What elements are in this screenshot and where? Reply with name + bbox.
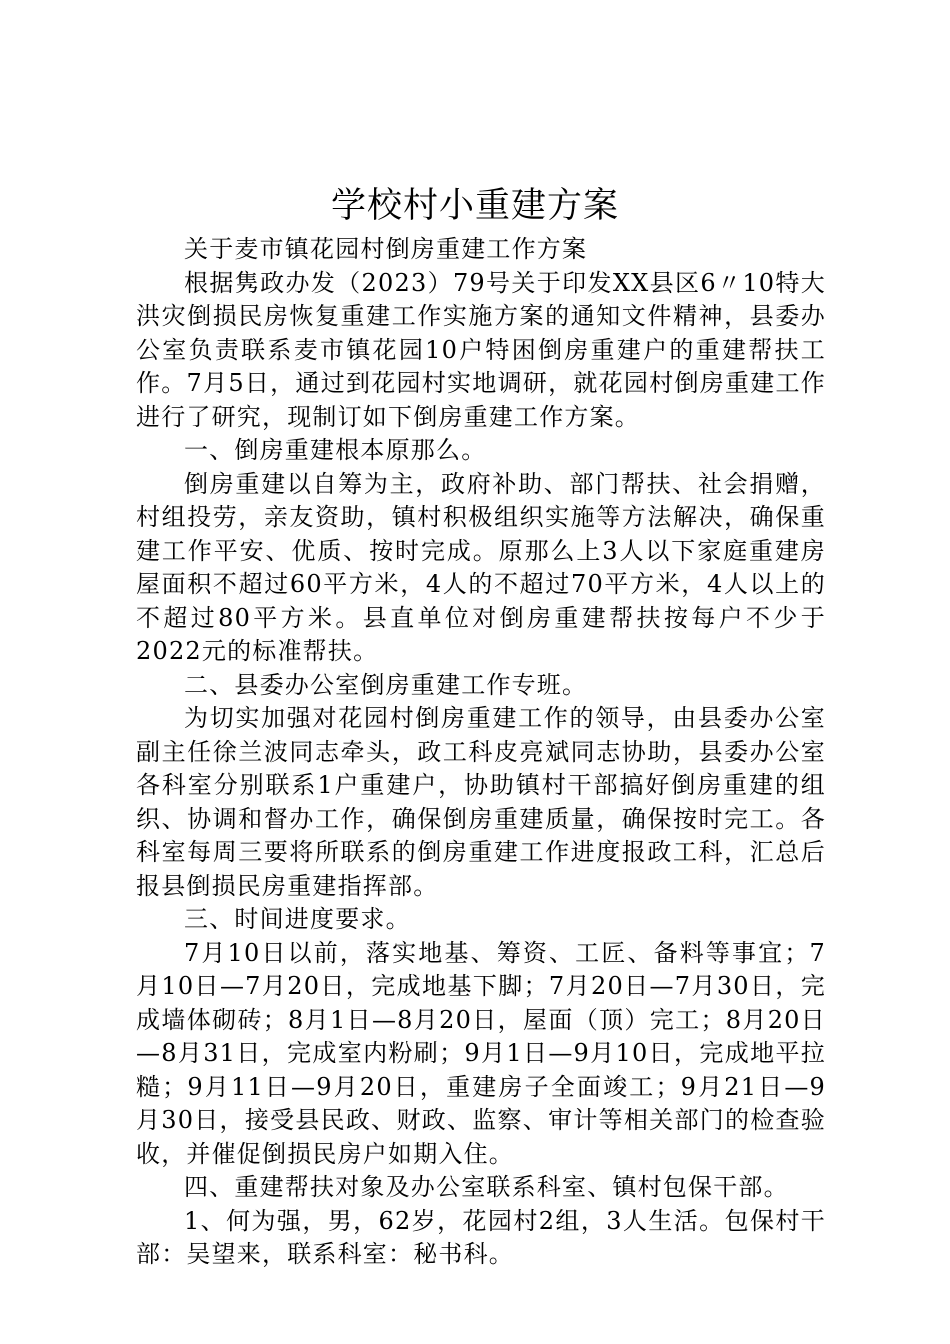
- schedule-paragraph: 7月10日以前，落实地基、筹资、工匠、备料等事宜；7月10日—7月20日，完成地基下脚；7月20日—7月30日，完成墙体砌砖；8月1日—8月20日，屋面（顶）完工；8月20日—8月31日，完成室内粉刷；9月1日—9月10日，完成地平拉糙；9月11日—9月20日，重建房子全面竣工；9月21日—9月30日，接受县民政、财政、监察、审计等相关部门的检查验收，并催促倒损民房户如期入住。: [136, 938, 826, 1168]
- principles-paragraph: 倒房重建以自筹为主，政府补助、部门帮扶、社会捐赠，村组投劳，亲友资助，镇村积极组织实施等方法解决，确保重建工作平安、优质、按时完成。原那么上3人以下家庭重建房屋面积不超过60平方米，4人的不超过70平方米，4人以上的不超过80平方米。县直单位对倒房重建帮扶按每户不少于2022元的标准帮扶。: [136, 469, 826, 665]
- document-body: [136, 233, 826, 1272]
- section-heading-schedule: 三、时间进度要求。: [184, 905, 411, 933]
- section-heading-principles: 一、倒房重建根本原那么。: [184, 436, 487, 464]
- assistance-item-1: 1、何为强，男，62岁，花园村2组，3人生活。包保村干部：吴望来，联系科室：秘书科。: [136, 1206, 826, 1268]
- task-force-paragraph: 为切实加强对花园村倒房重建工作的领导，由县委办公室副主任徐兰波同志牵头，政工科皮亮斌同志协助，县委办公室各科室分别联系1户重建户，协助镇村干部搞好倒房重建的组织、协调和督办工作，确保倒房重建质量，确保按时完工。各科室每周三要将所联系的倒房重建工作进度报政工科，汇总后报县倒损民房重建指挥部。: [136, 704, 826, 900]
- subtitle-paragraph: 关于麦市镇花园村倒房重建工作方案: [184, 235, 588, 263]
- document-title: 学校村小重建方案: [330, 186, 619, 226]
- intro-paragraph: 根据隽政办发（2023）79号关于印发XX县区6〃10特大洪灾倒损民房恢复重建工作实施方案的通知文件精神，县委办公室负责联系麦市镇花园10户特困倒房重建户的重建帮扶工作。7月5日，通过到花园村实地调研，就花园村倒房重建工作进行了研究，现制订如下倒房重建工作方案。: [136, 268, 826, 431]
- section-heading-task-force: 二、县委办公室倒房重建工作专班。: [184, 670, 588, 699]
- section-heading-assistance: 四、重建帮扶对象及办公室联系科室、镇村包保干部。: [184, 1173, 789, 1201]
